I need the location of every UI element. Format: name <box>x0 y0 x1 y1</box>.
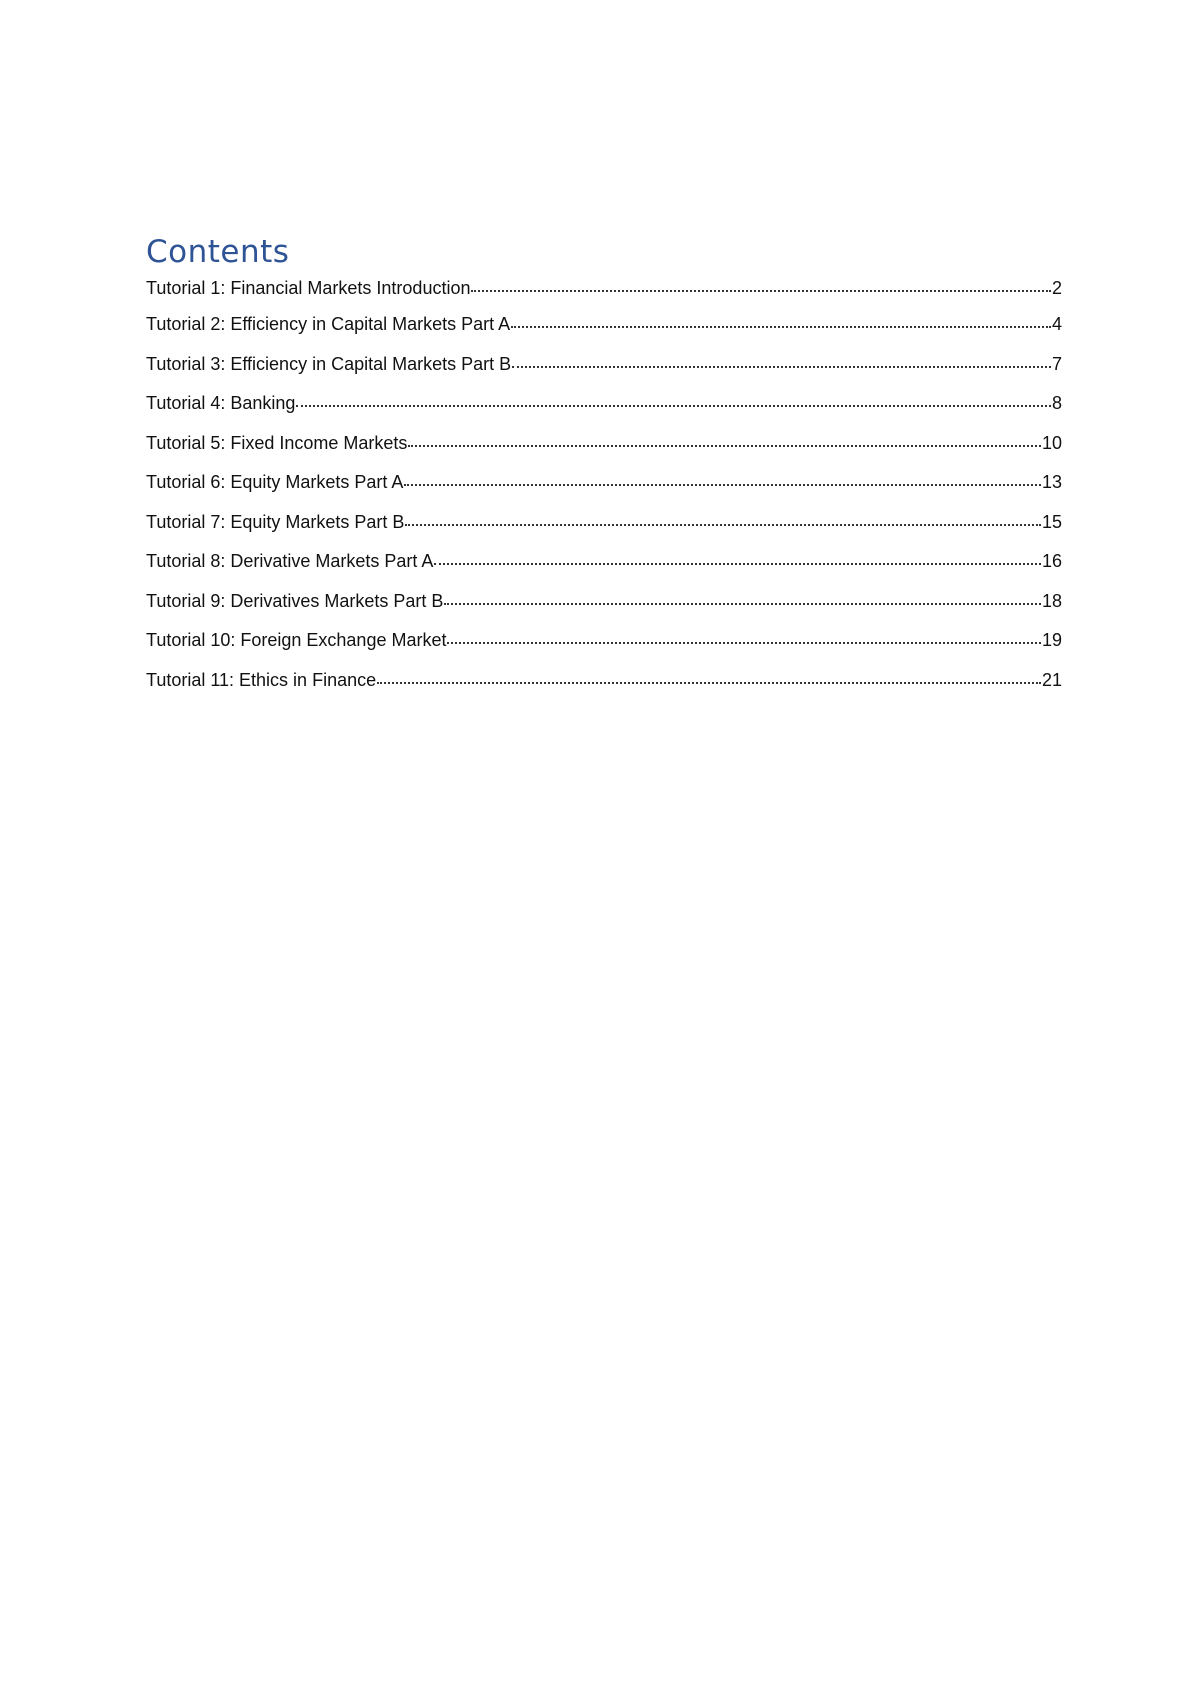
toc-entry-title: Tutorial 8: Derivative Markets Part A <box>146 551 434 571</box>
toc-dot-leader <box>511 312 1051 330</box>
toc-entry-title: Tutorial 2: Efficiency in Capital Markets Part A <box>146 314 511 334</box>
toc-entry-page: 10 <box>1041 432 1062 453</box>
toc-entry-2[interactable] <box>146 312 1062 352</box>
toc-entry-page: 4 <box>1051 314 1062 334</box>
toc-entry-10[interactable] <box>146 628 1062 668</box>
toc-dot-leader <box>471 276 1051 294</box>
toc-entry-page: 2 <box>1051 278 1062 298</box>
toc-entry-8[interactable] <box>146 549 1062 589</box>
toc-entry-4[interactable] <box>146 391 1062 431</box>
toc-entry-page: 16 <box>1041 551 1062 571</box>
toc-entry-page: 21 <box>1041 669 1062 690</box>
toc-entry-7[interactable] <box>146 510 1062 550</box>
toc-list <box>146 276 1062 707</box>
toc-entry-title: Tutorial 9: Derivatives Markets Part B <box>146 590 444 611</box>
table-of-contents <box>146 232 1062 707</box>
toc-entry-page: 15 <box>1041 511 1062 532</box>
toc-dot-leader <box>404 470 1041 488</box>
toc-entry-1[interactable] <box>146 276 1062 312</box>
toc-entry-title: Tutorial 11: Ethics in Finance <box>146 669 377 690</box>
toc-dot-leader <box>444 589 1041 607</box>
toc-entry-title: Tutorial 6: Equity Markets Part A <box>146 472 404 492</box>
toc-entry-page: 7 <box>1051 353 1062 374</box>
toc-entry-11[interactable] <box>146 668 1062 708</box>
toc-entry-page: 8 <box>1051 393 1062 413</box>
toc-entry-title: Tutorial 10: Foreign Exchange Market <box>146 630 447 650</box>
toc-entry-6[interactable] <box>146 470 1062 510</box>
toc-entry-title: Tutorial 1: Financial Markets Introduction <box>146 278 471 298</box>
toc-entry-title: Tutorial 3: Efficiency in Capital Markets Part B <box>146 353 512 374</box>
toc-heading: Contents <box>146 234 290 270</box>
toc-entry-page: 13 <box>1041 472 1062 492</box>
toc-entry-title: Tutorial 7: Equity Markets Part B <box>146 511 405 532</box>
toc-entry-9[interactable] <box>146 589 1062 629</box>
toc-dot-leader <box>512 352 1051 370</box>
toc-dot-leader <box>408 431 1041 449</box>
toc-entry-page: 19 <box>1041 630 1062 650</box>
toc-dot-leader <box>434 549 1041 567</box>
toc-entry-3[interactable] <box>146 352 1062 392</box>
toc-entry-page: 18 <box>1041 590 1062 611</box>
toc-dot-leader <box>447 628 1040 646</box>
toc-dot-leader <box>405 510 1041 528</box>
toc-entry-5[interactable] <box>146 431 1062 471</box>
toc-dot-leader <box>296 391 1051 409</box>
toc-entry-title: Tutorial 5: Fixed Income Markets <box>146 432 408 453</box>
toc-dot-leader <box>377 668 1041 686</box>
toc-entry-title: Tutorial 4: Banking <box>146 393 296 413</box>
